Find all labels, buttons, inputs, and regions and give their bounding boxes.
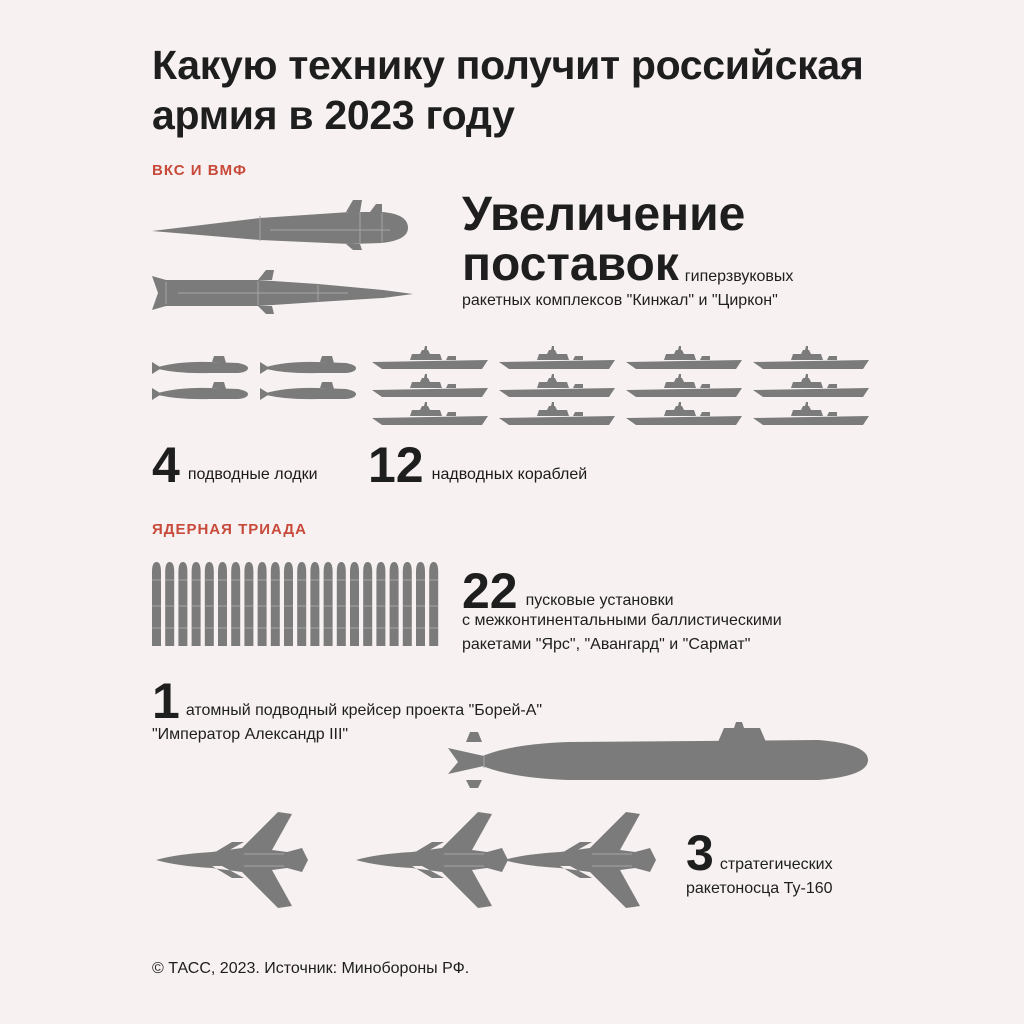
icbm-icon [244,562,253,646]
bombers-count: 3 [686,825,714,881]
cruiser-label-2: "Император Александр III" [152,726,349,743]
ships-count-row [368,437,588,493]
icbm-icon [324,562,333,646]
ship-icon [497,346,617,370]
bombers-count-row [686,825,833,881]
icbm-icon [152,562,161,646]
icbm-icon [376,562,385,646]
icbm-icon [390,562,399,646]
icbm-icon [284,562,293,646]
icbm-icon [403,562,412,646]
icbm-icon [231,562,240,646]
ship-icon [751,346,871,370]
icbm-icon [337,562,346,646]
launchers-count-row [462,563,674,619]
cruiser-label-1: атомный подводный крейсер проекта "Борей-А" [185,702,543,719]
page-title: Какую технику получит российская армия в 2023 году [152,42,864,138]
icbm-icon [429,562,438,646]
submarines-count: 4 [152,437,180,493]
icbm-icon [165,562,174,646]
ship-icon [624,346,744,370]
submarine-icon [150,356,250,376]
submarine-icon [150,382,250,402]
submarines-icon-group [150,356,360,404]
bombers-label-1: стратегических [719,856,833,873]
icbm-icon [258,562,267,646]
launchers-label-1: пусковые установки [525,592,674,609]
ships-label: надводных кораблей [431,466,588,483]
hypersonic-headline-1: Увеличение [462,188,746,241]
ship-icon [370,402,490,426]
zircon-missile-icon [148,268,416,308]
submarine-icon [258,356,358,376]
icbm-icon [205,562,214,646]
submarines-label: подводные лодки [187,466,318,483]
section-label-nuclear-triad: ЯДЕРНАЯ ТРИАДА [152,521,307,538]
icbm-icon [416,562,425,646]
ships-icon-group [370,346,874,428]
cruiser-count-row [152,673,543,729]
ship-icon [751,374,871,398]
footer-source: © ТАСС, 2023. Источник: Минобороны РФ. [152,960,470,977]
icbm-icon [350,562,359,646]
icbm-icon [271,562,280,646]
bombers-label-2: ракетоносца Ту-160 [686,880,833,897]
submarine-icon [258,382,358,402]
hypersonic-desc-2: ракетных комплексов "Кинжал" и "Циркон" [462,292,778,309]
submarines-count-row [152,437,318,493]
tu-160-bomber-icon [152,808,310,912]
ship-icon [624,402,744,426]
icbm-icon [218,562,227,646]
ship-icon [370,346,490,370]
icbm-icon [363,562,372,646]
ship-icon [497,402,617,426]
kinzhal-missile-icon [150,198,412,248]
icbm-launchers-icon-group [152,562,452,648]
launchers-label-2: с межконтинентальными баллистическими [462,612,782,629]
tu-160-bomber-icon [500,808,658,912]
ship-icon [751,402,871,426]
hypersonic-headline-2: поставок [462,238,679,291]
hypersonic-desc-1: гиперзвуковых [684,268,794,285]
ship-icon [370,374,490,398]
ship-icon [497,374,617,398]
section-label-aerospace-navy: ВКС И ВМФ [152,162,247,179]
launchers-count: 22 [462,563,518,619]
icbm-icon [297,562,306,646]
ship-icon [624,374,744,398]
cruiser-count: 1 [152,673,180,729]
icbm-icon [178,562,187,646]
ships-count: 12 [368,437,424,493]
icbm-icon [192,562,201,646]
tu-160-bomber-icon [352,808,510,912]
icbm-icon [310,562,319,646]
launchers-label-3: ракетами "Ярс", "Авангард" и "Сармат" [462,636,751,653]
borei-submarine-icon [448,722,872,784]
hypersonic-headline-row [462,240,793,290]
